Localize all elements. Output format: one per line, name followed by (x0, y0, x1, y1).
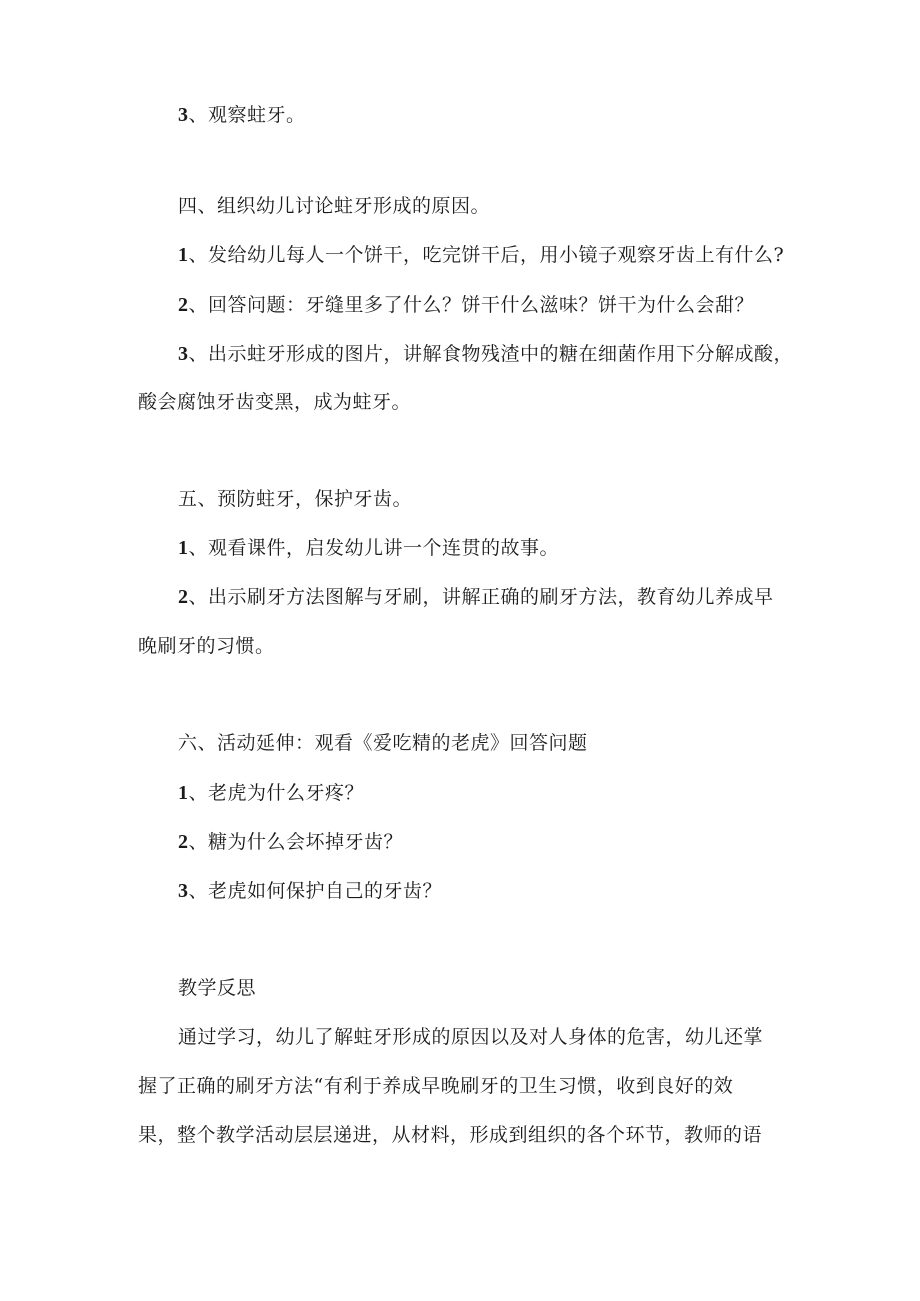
section-heading: 六、活动延伸：观看《爱吃精的老虎》回答问题 (178, 732, 588, 754)
list-item-continuation: 酸会腐蚀牙齿变黑，成为蛀牙。 (138, 391, 412, 413)
list-item: 3、老虎如何保护自己的牙齿？ (178, 880, 443, 902)
section-heading: 五、预防蛀牙，保护牙齿。 (178, 488, 413, 510)
reflection-paragraph-line: 果，整个教学活动层层递进，从材料，形成到组织的各个环节，教师的语 (138, 1124, 763, 1146)
list-item: 2、出示刷牙方法图解与牙刷，讲解正确的刷牙方法，教育幼儿养成早 (178, 586, 774, 608)
list-item: 2、糖为什么会坏掉牙齿？ (178, 831, 404, 853)
list-item: 1、发给幼儿每人一个饼干，吃完饼干后，用小镜子观察牙齿上有什么? (178, 244, 785, 266)
list-item: 3、观察蛀牙。 (178, 104, 306, 126)
list-item-continuation: 晚刷牙的习惯。 (138, 635, 275, 657)
list-item: 1、老虎为什么牙疼？ (178, 782, 365, 804)
section-heading: 四、组织幼儿讨论蛀牙形成的原因。 (178, 195, 491, 217)
reflection-paragraph-line: 通过学习，幼儿了解蛀牙形成的原因以及对人身体的危害，幼儿还掌 (178, 1026, 764, 1048)
reflection-paragraph-line: 握了正确的刷牙方法“有利于养成早晚刷牙的卫生习惯，收到良好的效 (138, 1075, 734, 1097)
list-item: 1、观看课件，启发幼儿讲一个连贯的故事。 (178, 537, 560, 559)
list-item: 3、出示蛀牙形成的图片，讲解食物残渣中的糖在细菌作用下分解成酸， (178, 343, 794, 365)
list-item: 2、回答问题：牙缝里多了什么？饼干什么滋味？饼干为什么会甜？ (178, 294, 755, 316)
reflection-heading: 教学反思 (178, 977, 257, 999)
